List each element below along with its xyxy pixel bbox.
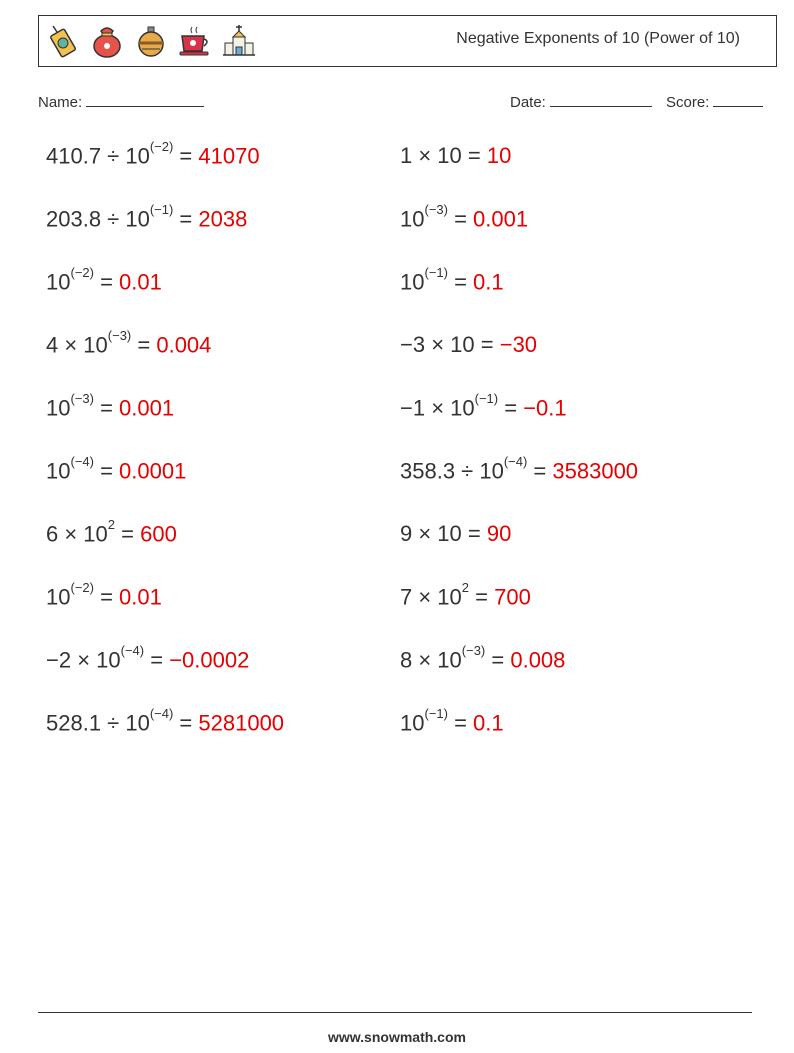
exponent: (−3) <box>107 328 132 343</box>
exponent: (−2) <box>70 265 94 280</box>
exponent: (−1) <box>149 202 174 217</box>
answer: 600 <box>140 521 177 547</box>
equals-sign: = <box>93 458 120 484</box>
worksheet-title: Negative Exponents of 10 (Power of 10) <box>456 30 740 47</box>
problem-right <box>400 521 511 547</box>
expression-base: 10 <box>46 584 71 610</box>
exponent: (−3) <box>424 202 448 217</box>
problem-row <box>46 580 766 647</box>
problem-right <box>400 643 566 673</box>
equals-sign: = <box>461 521 487 546</box>
problem-row <box>46 202 766 269</box>
problem-row <box>46 643 766 710</box>
equals-sign: = <box>447 710 474 736</box>
problem-row <box>46 454 766 521</box>
exponent: (−4) <box>70 454 94 469</box>
problem-left <box>46 706 285 736</box>
problem-row <box>46 139 766 206</box>
expression-base: 358.3 ÷ 10 <box>400 458 504 484</box>
exponent: (−1) <box>474 391 499 406</box>
expression-base: 203.8 ÷ 10 <box>46 206 150 232</box>
answer: 0.001 <box>473 206 529 232</box>
score-label: Score: <box>666 94 710 111</box>
expression-base: 10 <box>400 710 425 736</box>
expression-base: −1 × 10 <box>400 395 475 421</box>
score-field[interactable] <box>666 92 763 111</box>
expression-base: −2 × 10 <box>46 647 121 673</box>
exponent: (−3) <box>70 391 94 406</box>
exponent: 2 <box>461 580 470 595</box>
problem-right <box>400 202 529 232</box>
problem-row <box>46 265 766 332</box>
date-field[interactable] <box>510 92 652 111</box>
equals-sign: = <box>173 143 199 169</box>
expression-base: −3 × 10 <box>400 332 475 357</box>
answer: 5281000 <box>198 710 285 736</box>
equals-sign: = <box>144 647 170 673</box>
exponent: (−3) <box>461 643 486 658</box>
santa-sack-icon <box>89 23 125 59</box>
problem-left <box>46 139 260 169</box>
footer-divider <box>38 1012 752 1013</box>
expression-base: 1 × 10 <box>400 143 462 168</box>
exponent: (−4) <box>149 706 174 721</box>
problem-right <box>400 143 511 169</box>
problem-right <box>400 391 567 421</box>
exponent: (−1) <box>424 706 448 721</box>
equals-sign: = <box>461 143 487 168</box>
answer: 0.01 <box>119 269 162 295</box>
problem-right <box>400 454 639 484</box>
expression-base: 10 <box>46 269 71 295</box>
answer: 3583000 <box>552 458 639 484</box>
name-blank[interactable] <box>86 92 204 107</box>
problem-left <box>46 517 177 547</box>
answer: 0.008 <box>510 647 566 673</box>
date-label: Date: <box>510 94 546 111</box>
score-blank[interactable] <box>713 92 763 107</box>
problem-row <box>46 391 766 458</box>
exponent: (−2) <box>70 580 94 595</box>
problem-left <box>46 265 162 295</box>
problem-row <box>46 517 766 584</box>
problem-left <box>46 454 187 484</box>
problem-left <box>46 328 212 358</box>
expression-base: 410.7 ÷ 10 <box>46 143 150 169</box>
answer: 0.001 <box>119 395 175 421</box>
hot-drink-icon <box>177 23 213 59</box>
equals-sign: = <box>469 584 495 610</box>
expression-base: 10 <box>400 206 425 232</box>
equals-sign: = <box>474 332 500 357</box>
date-blank[interactable] <box>550 92 652 107</box>
problem-row <box>46 328 766 395</box>
equals-sign: = <box>93 584 120 610</box>
expression-base: 9 × 10 <box>400 521 462 546</box>
exponent: (−4) <box>503 454 528 469</box>
equals-sign: = <box>131 332 157 358</box>
equals-sign: = <box>115 521 141 547</box>
gift-tag-icon <box>45 23 81 59</box>
answer: 90 <box>486 521 512 546</box>
answer: 0.0001 <box>119 458 187 484</box>
answer: 2038 <box>198 206 248 232</box>
answer: 0.1 <box>473 269 504 295</box>
problem-left <box>46 643 250 673</box>
header-icons <box>45 23 257 59</box>
ornament-icon <box>133 23 169 59</box>
expression-base: 528.1 ÷ 10 <box>46 710 150 736</box>
expression-base: 10 <box>400 269 425 295</box>
answer: 10 <box>486 143 512 168</box>
expression-base: 8 × 10 <box>400 647 462 673</box>
equals-sign: = <box>93 269 120 295</box>
problem-left <box>46 202 248 232</box>
exponent: (−1) <box>424 265 448 280</box>
problem-row <box>46 706 766 773</box>
answer: −30 <box>499 332 538 357</box>
problem-list <box>46 139 766 773</box>
name-field[interactable] <box>38 92 204 111</box>
equals-sign: = <box>447 206 474 232</box>
equals-sign: = <box>485 647 511 673</box>
answer: −0.1 <box>523 395 567 421</box>
expression-base: 6 × 10 <box>46 521 108 547</box>
answer: 700 <box>494 584 531 610</box>
equals-sign: = <box>447 269 474 295</box>
expression-base: 10 <box>46 395 71 421</box>
exponent: 2 <box>107 517 116 532</box>
exponent: (−2) <box>149 139 174 154</box>
equals-sign: = <box>173 710 199 736</box>
exponent: (−4) <box>120 643 145 658</box>
equals-sign: = <box>527 458 553 484</box>
problem-right <box>400 706 504 736</box>
answer: 0.01 <box>119 584 162 610</box>
problem-right <box>400 580 531 610</box>
expression-base: 10 <box>46 458 71 484</box>
expression-base: 4 × 10 <box>46 332 108 358</box>
equals-sign: = <box>173 206 199 232</box>
problem-right <box>400 265 504 295</box>
answer: 0.1 <box>473 710 504 736</box>
problem-right <box>400 332 537 358</box>
problem-left <box>46 580 162 610</box>
answer: 41070 <box>198 143 260 169</box>
footer-url: www.snowmath.com <box>328 1029 466 1045</box>
answer: 0.004 <box>156 332 212 358</box>
problem-left <box>46 391 175 421</box>
expression-base: 7 × 10 <box>400 584 462 610</box>
answer: −0.0002 <box>169 647 250 673</box>
name-label: Name: <box>38 94 83 111</box>
equals-sign: = <box>93 395 120 421</box>
worksheet-header <box>38 15 777 67</box>
church-icon <box>221 23 257 59</box>
equals-sign: = <box>498 395 524 421</box>
